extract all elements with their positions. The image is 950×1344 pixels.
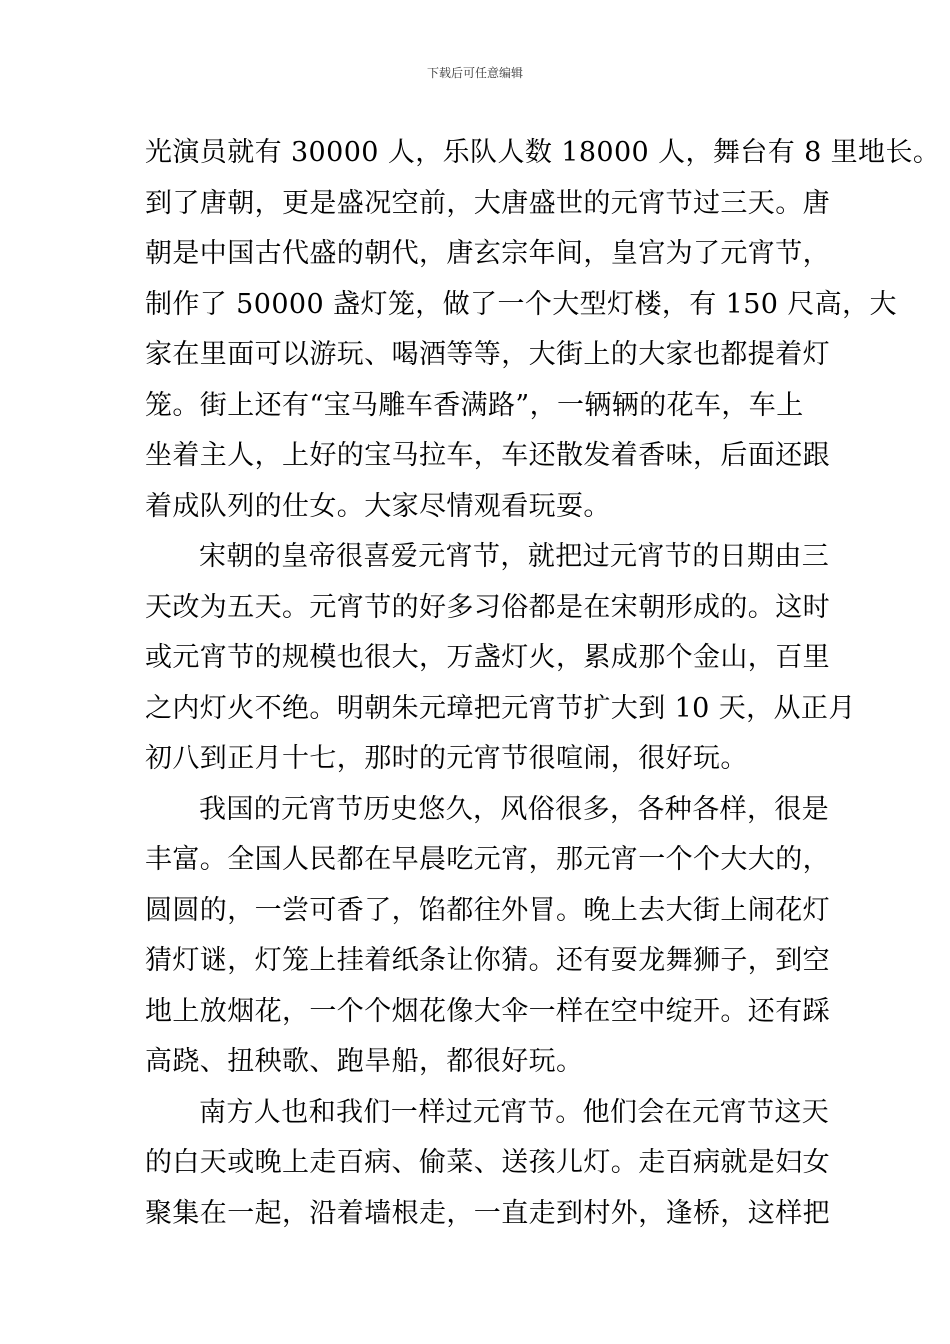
text-line: 丰富。全国人民都在早晨吃元宵，那元宵一个个大大的， (145, 844, 830, 875)
text-line: 高跷、扭秧歌、跑旱船，都很好玩。 (145, 1046, 584, 1077)
text-line: 地上放烟花，一个个烟花像大伞一样在空中绽开。还有踩 (145, 995, 830, 1027)
text-line: 初八到正月十七，那时的元宵节很喧闹，很好玩。 (145, 743, 748, 774)
text-line: 天改为五天。元宵节的好多习俗都是在宋朝形成的。这时 (145, 591, 830, 623)
text-line: 圆圆的，一尝可香了，馅都往外冒。晚上去大街上闹花灯 (145, 894, 830, 926)
text-line: 猜灯谜，灯笼上挂着纸条让你猜。还有耍龙舞狮子，到空 (145, 945, 830, 976)
text-line: 的白天或晚上走百病、偷菜、送孩儿灯。走百病就是妇女 (145, 1147, 830, 1178)
text-line: 制作了 50000 盏灯笼，做了一个大型灯楼，有 150 尺高，大 (145, 288, 897, 320)
text-line: 或元宵节的规模也很大，万盏灯火，累成那个金山，百里 (145, 642, 830, 673)
body-text (145, 128, 941, 1239)
text-line: 笼。街上还有“宝马雕车香满路”，一辆辆的花车，车上 (145, 389, 804, 421)
text-line: 到了唐朝，更是盛况空前，大唐盛世的元宵节过三天。唐 (145, 187, 830, 219)
page-header: 下载后可任意编辑 (426, 66, 523, 80)
text-line: 之内灯火不绝。明朝朱元璋把元宵节扩大到 10 天，从正月 (145, 692, 856, 724)
text-line: 聚集在一起，沿着墙根走，一直走到村外，逢桥，这样把 (145, 1197, 830, 1229)
text-line: 坐着主人，上好的宝马拉车，车还散发着香味，后面还跟 (145, 440, 830, 471)
text-line: 南方人也和我们一样过元宵节。他们会在元宵节这天 (199, 1096, 830, 1128)
text-line: 宋朝的皇帝很喜爱元宵节，就把过元宵节的日期由三 (199, 541, 830, 572)
text-line: 着成队列的仕女。大家尽情观看玩耍。 (145, 490, 611, 522)
text-line: 朝是中国古代盛的朝代，唐玄宗年间，皇宫为了元宵节， (145, 238, 830, 269)
text-line: 我国的元宵节历史悠久，风俗很多，各种各样，很是 (199, 793, 830, 825)
text-line: 光演员就有 30000 人，乐队人数 18000 人，舞台有 8 里地长。 (145, 137, 941, 168)
text-line: 家在里面可以游玩、喝酒等等，大街上的大家也都提着灯 (145, 339, 830, 370)
